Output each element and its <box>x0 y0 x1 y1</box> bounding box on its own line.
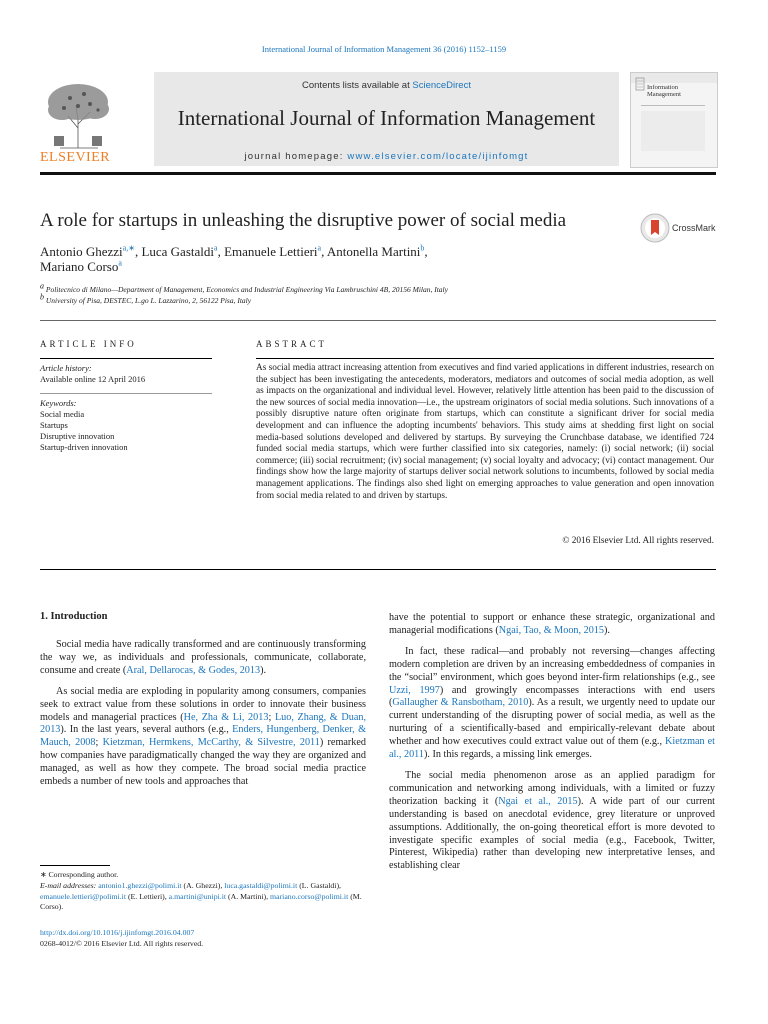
paragraph-text: ; <box>268 711 275 723</box>
author-affiliation-mark[interactable]: b <box>420 243 425 253</box>
elsevier-wordmark: ELSEVIER <box>40 150 111 165</box>
abstract-copyright: © 2016 Elsevier Ltd. All rights reserved. <box>562 536 714 546</box>
email-owner: (A. Martini), <box>226 891 271 901</box>
citation-link[interactable]: Kietzman et al., 2011 <box>389 736 715 761</box>
doi-link[interactable]: http://dx.doi.org/10.1016/j.ijinfomgt.2016.04.007 <box>40 928 195 937</box>
body-column-right <box>389 612 715 881</box>
cover-title-line1: Information <box>647 84 679 91</box>
article-info-heading: ARTICLE INFO <box>40 339 137 349</box>
author <box>327 244 428 259</box>
affiliation <box>40 281 448 294</box>
author <box>40 259 122 274</box>
issn-copyright: 0268-4012/© 2016 Elsevier Ltd. All rights reserved. <box>40 938 204 948</box>
cover-emblem-icon <box>635 77 645 91</box>
crossmark-label[interactable]: CrossMark <box>672 223 716 233</box>
body-paragraph <box>389 770 715 873</box>
author-separator: , <box>134 244 142 259</box>
cover-title <box>647 84 681 98</box>
keyword-item: Disruptive innovation <box>40 431 115 441</box>
introduction-heading: 1. Introduction <box>40 611 108 622</box>
paragraph-text: In fact, these radical—and probably not reversing—changes affecting modern completion are driven by an increasing embeddedness of companies in the “social” environment, which goes beyond inter-firm relationships (e.g., see <box>389 645 715 683</box>
contents-line <box>154 80 619 91</box>
body-paragraph <box>40 639 366 678</box>
author <box>40 244 141 259</box>
author-name[interactable]: Antonio Ghezzi <box>40 244 123 259</box>
divider <box>40 393 212 394</box>
paragraph-text: ; <box>95 737 103 749</box>
cover-title-line2: Management <box>647 91 681 98</box>
affiliation <box>40 292 252 305</box>
email-link[interactable]: mariano.corso@polimi.it <box>270 891 349 901</box>
sciencedirect-link[interactable]: ScienceDirect <box>412 80 471 91</box>
author-name[interactable]: Mariano Corso <box>40 259 119 274</box>
keyword-item: Startups <box>40 420 68 430</box>
citation-link[interactable]: Gallaugher & Ransbotham, 2010 <box>392 697 529 709</box>
affiliation-text: Politecnico di Milano—Department of Management, Economics and Industrial Engineering Via Lambruschini 4B, 20156 Milan, Italy <box>45 285 448 294</box>
cover-divider <box>641 105 705 106</box>
author <box>141 244 224 259</box>
paragraph-text: ). <box>603 624 610 636</box>
body-paragraph <box>389 646 715 762</box>
affiliation-text: University of Pisa, DESTEC, L.go L. Lazzarino, 2, 56122 Pisa, Italy <box>45 296 252 305</box>
citation-link[interactable]: Aral, Dellarocas, & Godes, 2013 <box>126 664 261 676</box>
keywords-label: Keywords: <box>40 398 77 408</box>
email-owner: (L. Gastaldi), <box>297 880 342 890</box>
corresponding-author-note: ∗ Corresponding author. <box>40 870 119 879</box>
footnote <box>40 870 370 913</box>
email-owner: (E. Lettieri), <box>126 891 169 901</box>
citation-link[interactable]: Luo, Zhang, & Duan, 2013 <box>40 711 366 736</box>
keyword-item: Startup-driven innovation <box>40 442 128 452</box>
contents-prefix: Contents lists available at <box>302 80 413 91</box>
author-separator: , <box>321 244 327 259</box>
author-name[interactable]: Emanuele Lettieri <box>224 244 318 259</box>
journal-homepage-line <box>154 151 619 162</box>
author-separator: , <box>217 244 225 259</box>
paragraph-text: ). As a result, we urgently need to update our current understanding of the disrupting power of social media, as well as the nurturing of a scientifically-based and empirically-relevant debate about whether and how executives could extract value out of them (e.g., <box>389 697 716 748</box>
author-affiliation-mark[interactable]: a <box>317 243 322 253</box>
author-affiliation-mark[interactable]: a,∗ <box>122 243 135 253</box>
email-link[interactable]: antonio1.ghezzi@polimi.it <box>98 880 182 890</box>
divider <box>40 320 716 321</box>
paragraph-text: As social media are exploding in popularity among consumers, companies seek to extract value from these solutions in order to innovate their business models and managerial practices ( <box>40 685 366 723</box>
author-separator: , <box>424 244 428 259</box>
paragraph-text: have the potential to support or enhance these strategic, organizational and managerial modifications ( <box>389 612 715 636</box>
homepage-link[interactable]: www.elsevier.com/locate/ijinfomgt <box>347 151 529 162</box>
affiliation-mark: a <box>40 281 44 291</box>
email-link[interactable]: a.martini@unipi.it <box>168 891 227 901</box>
paragraph-text: ). In this regards, a missing link emerges. <box>424 749 592 761</box>
journal-title: International Journal of Information Management <box>177 106 596 130</box>
citation-link[interactable]: Kietzman, Hermkens, McCarthy, & Silvestre, 2011 <box>102 737 320 749</box>
body-column-left <box>40 639 366 797</box>
paragraph-text: Social media have radically transformed and are continuously transforming the way we, as individuals and professionals, communicate, collaborate, consume and create ( <box>40 639 366 676</box>
paragraph-text: The social media phenomenon arose as an applied paradigm for communication and networking among individuals, with a limited or fuzzy theorization backing it ( <box>389 769 715 807</box>
author-affiliation-mark[interactable]: a <box>214 243 218 253</box>
elsevier-tree-logo <box>40 78 118 150</box>
paragraph-text: ) remarked how companies have paradigmatically changed the way they are organized and managed, as well as how they compete. The broad social media practice embeds a number of new tools and approaches that <box>40 737 367 788</box>
article-history-label: Article history: <box>40 363 92 373</box>
citation-link[interactable]: He, Zha & Li, 2013 <box>183 711 269 723</box>
keyword-item: Social media <box>40 409 85 419</box>
email-link[interactable]: luca.gastaldi@polimi.it <box>224 880 298 890</box>
citation-link[interactable]: Ngai et al., 2015 <box>498 795 578 807</box>
paragraph-text: ). A wide part of our current understanding is based on anecdotal evidence, grey literature or unproved assumptions. Additionally, the on-going theoretical effort is more devoted to investigate specific examples of social media (e.g., Facebook, Twitter, Pinterest, Wikipedia) rather than developing new interpretative lenses, and establishing clear <box>389 795 715 872</box>
author-name[interactable]: Antonella Martini <box>326 244 421 259</box>
paragraph-text: ). In the last years, several authors (e.g., <box>60 724 233 736</box>
citation-link[interactable]: Ngai, Tao, & Moon, 2015 <box>498 624 604 636</box>
abstract-heading: ABSTRACT <box>256 339 328 349</box>
homepage-prefix: journal homepage: <box>244 151 348 162</box>
author-emails <box>40 881 370 913</box>
paper-title: A role for startups in unleashing the disruptive power of social media <box>40 210 567 231</box>
crossmark-icon[interactable] <box>640 213 670 243</box>
citation-link[interactable]: Uzzi, 1997 <box>389 684 440 696</box>
divider <box>40 358 212 359</box>
author-name[interactable]: Luca Gastaldi <box>141 244 214 259</box>
article-history-value: Available online 12 April 2016 <box>40 374 146 384</box>
footnote-rule <box>40 865 110 866</box>
divider <box>256 358 714 359</box>
divider <box>40 569 716 570</box>
email-owner: (M. Corso). <box>40 891 362 912</box>
doi-block <box>40 928 370 950</box>
author <box>224 244 327 259</box>
author-list <box>40 244 640 274</box>
journal-citation[interactable]: International Journal of Information Management 36 (2016) 1152–1159 <box>261 44 507 54</box>
journal-cover-thumbnail[interactable] <box>630 72 718 168</box>
citation-link[interactable]: Enders, Hungenberg, Denker, & Mauch, 2008 <box>40 724 366 749</box>
affiliation-mark: b <box>40 292 44 302</box>
author-affiliation-mark[interactable]: a <box>118 258 122 268</box>
abstract-text: As social media attract increasing attention from executives and find varied applications in different industries, research on the subject has been investigating the antecedents, moderators, mediators and outcomes of social media adoption, as well as impacts on the organizational and individual level. However, relatively little attention has been paid to the discussion of the new sources of social media innovation—i.e., the upstream originators of social media solutions. Such innovations of a possibly disruptive nature often originate from startups, which can constitute a significant driver for social media development and can influence the adopting incumbents' behaviors. This study aims at shedding first light on social media-based solutions developed and delivered by startups. By surveying the Crunchbase database, we identified 724 funded social media startups, which were further classified into six categories, namely: (i) social network; (ii) social commerce; (iii) social recruitment; (iv) social management; (v) social loyalty and advocacy; (vi) contact management. Our findings show how the large majority of startups deliver social network solutions to incumbents, followed by social media management applications. The findings also shed light on emerging approaches to value generation and open innovation from social media related to and driven by startups. <box>256 363 714 501</box>
email-link[interactable]: emanuele.lettieri@polimi.it <box>40 891 126 901</box>
email-owner: (A. Ghezzi), <box>181 880 225 890</box>
masthead-rule <box>40 172 716 175</box>
paragraph-text: ). <box>260 664 267 676</box>
email-label: E-mail addresses: <box>40 880 99 890</box>
body-paragraph <box>389 612 715 638</box>
cover-art <box>641 111 705 151</box>
paragraph-text: ) and growingly encompasses interactions with end users ( <box>389 684 715 709</box>
body-paragraph <box>40 686 366 789</box>
